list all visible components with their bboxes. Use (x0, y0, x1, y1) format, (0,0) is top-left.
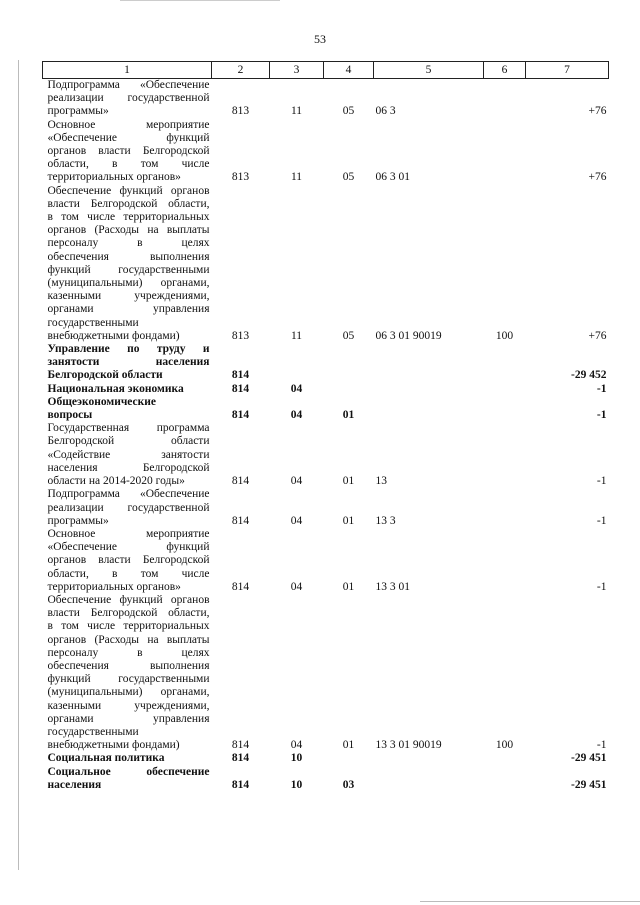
expense-type-code (484, 422, 526, 488)
expense-type-code (484, 343, 526, 383)
subsection-code: 03 (342, 778, 355, 791)
row-name-line: Подпрограмма «Обеспечение (47, 79, 210, 91)
row-name-line: Национальная экономика (47, 382, 184, 395)
column-header: 7 (526, 62, 609, 79)
row-name-line: функций государственными (47, 673, 210, 686)
target-code: 06 3 (375, 105, 396, 118)
section-code: 10 (290, 778, 303, 791)
table-row (43, 752, 609, 765)
section-code (270, 343, 324, 383)
row-name-line: органов (Расходы на выплаты (47, 633, 210, 646)
amount: +76 (588, 171, 607, 184)
admin-code: 814 (231, 475, 250, 488)
row-name-line: в том числе территориальных (47, 211, 210, 224)
subsection-code (324, 343, 374, 383)
row-name (43, 594, 212, 752)
row-name (43, 528, 212, 594)
row-name-line: программы» (47, 105, 109, 118)
row-name-line: Обеспечение функций органов (47, 184, 210, 197)
amount: -1 (596, 382, 607, 395)
amount: +76 (588, 105, 607, 118)
row-name-line: органами управления (47, 303, 210, 316)
section-code: 04 (290, 739, 303, 752)
admin-code: 814 (231, 409, 250, 422)
row-name-line: Белгородской области (47, 369, 163, 382)
row-name (43, 488, 212, 528)
row-name-line: органов власти Белгородской (47, 554, 210, 567)
section-code: 04 (290, 475, 303, 488)
expense-type-code: 100 (495, 329, 514, 342)
table-row (43, 488, 609, 528)
subsection-code: 05 (342, 105, 355, 118)
row-name-line: государственными (47, 725, 139, 738)
table-row (43, 343, 609, 383)
scan-edge-left (18, 60, 19, 870)
target-code (374, 343, 484, 383)
section-code: 04 (290, 409, 303, 422)
section-code: 04 (290, 580, 303, 593)
admin-code: 814 (231, 752, 250, 765)
row-name-line: области на 2014-2020 годы» (47, 475, 185, 488)
row-name-line: Обеспечение функций органов (47, 593, 210, 606)
expense-type-code (484, 766, 526, 792)
subsection-code: 01 (342, 580, 355, 593)
subsection-code: 05 (342, 171, 355, 184)
row-name-line: программы» (47, 514, 109, 527)
table-row (43, 528, 609, 594)
amount: -29 451 (571, 752, 607, 765)
row-name-line: Подпрограмма «Обеспечение (47, 488, 210, 501)
amount: -1 (596, 514, 607, 527)
section-code: 04 (290, 382, 303, 395)
subsection-code: 01 (342, 739, 355, 752)
admin-code: 813 (231, 171, 250, 184)
column-header: 2 (212, 62, 270, 79)
admin-code: 813 (231, 329, 250, 342)
row-name-line: казенными учреждениями, (47, 290, 210, 303)
expense-type-code (484, 752, 526, 765)
amount: -1 (596, 580, 607, 593)
row-name-line: Основное мероприятие (47, 527, 210, 540)
row-name-line: Государственная программа (47, 422, 210, 435)
header-row (43, 62, 609, 79)
row-name-line: (муниципальными) органами, (47, 686, 210, 699)
section-code: 11 (290, 105, 303, 118)
scan-edge-bottom (420, 901, 640, 902)
column-header: 6 (484, 62, 526, 79)
row-name-line: внебюджетными фондами) (47, 329, 180, 342)
row-name-line: «Обеспечение функций (47, 131, 210, 144)
target-code: 13 3 01 (375, 580, 410, 593)
row-name-line: функций государственными (47, 263, 210, 276)
section-code: 04 (290, 514, 303, 527)
page-number: 53 (314, 32, 326, 46)
target-code (374, 752, 484, 765)
expense-type-code: 100 (495, 739, 514, 752)
row-name (43, 396, 212, 422)
row-name (43, 79, 212, 119)
column-header: 5 (374, 62, 484, 79)
row-name-line: «Обеспечение функций (47, 541, 210, 554)
admin-code: 814 (231, 739, 250, 752)
column-header: 3 (270, 62, 324, 79)
target-code: 06 3 01 (375, 171, 410, 184)
row-name-line: населения Белгородской (47, 461, 210, 474)
row-name-line: «Содействие занятости (47, 448, 210, 461)
scan-edge-top (120, 0, 280, 1)
row-name-line: занятости населения (47, 356, 210, 369)
table-row (43, 79, 609, 119)
amount: -29 452 (571, 369, 607, 382)
row-name-line: органов власти Белгородской (47, 145, 210, 158)
amount: +76 (588, 329, 607, 342)
budget-table (42, 61, 609, 792)
table-row (43, 766, 609, 792)
amount: -1 (596, 739, 607, 752)
admin-code: 814 (231, 369, 250, 382)
row-name (43, 383, 212, 396)
row-name (43, 119, 212, 185)
admin-code: 813 (231, 105, 250, 118)
admin-code: 814 (231, 580, 250, 593)
row-name-line: органов (Расходы на выплаты (47, 224, 210, 237)
row-name (43, 343, 212, 383)
row-name-line: обеспечения выполнения (47, 659, 210, 672)
row-name-line: персоналу в целях (47, 237, 210, 250)
target-code: 13 3 01 90019 (375, 739, 442, 752)
row-name-line: власти Белгородской области, (47, 197, 210, 210)
row-name-line: Основное мероприятие (47, 118, 210, 131)
table-row (43, 396, 609, 422)
table-row (43, 119, 609, 185)
subsection-code (324, 383, 374, 396)
admin-code: 814 (231, 382, 250, 395)
row-name-line: территориальных органов» (47, 580, 181, 593)
table-body (43, 79, 609, 792)
expense-type-code (484, 119, 526, 185)
row-name-line: территориальных органов» (47, 171, 181, 184)
row-name (43, 752, 212, 765)
row-name-line: области, в том числе (47, 158, 210, 171)
row-name-line: в том числе территориальных (47, 620, 210, 633)
row-name-line: казенными учреждениями, (47, 699, 210, 712)
row-name-line: государственными (47, 316, 139, 329)
row-name-line: населения (47, 778, 102, 791)
row-name-line: органами управления (47, 712, 210, 725)
target-code: 13 3 (375, 514, 396, 527)
row-name-line: вопросы (47, 409, 93, 422)
row-name (43, 422, 212, 488)
section-code: 11 (290, 171, 303, 184)
amount: -1 (596, 475, 607, 488)
amount: -1 (596, 409, 607, 422)
expense-type-code (484, 488, 526, 528)
table-row (43, 594, 609, 752)
row-name-line: (муниципальными) органами, (47, 277, 210, 290)
row-name-line: Общеэкономические (47, 395, 157, 408)
expense-type-code (484, 528, 526, 594)
subsection-code: 05 (342, 329, 355, 342)
subsection-code (324, 752, 374, 765)
row-name-line: внебюджетными фондами) (47, 739, 180, 752)
row-name-line: персоналу в целях (47, 646, 210, 659)
row-name-line: реализации государственной (47, 501, 210, 514)
admin-code: 814 (231, 778, 250, 791)
table-row (43, 383, 609, 396)
subsection-code: 01 (342, 409, 355, 422)
target-code: 06 3 01 90019 (375, 329, 442, 342)
row-name-line: Социальная политика (47, 752, 165, 765)
subsection-code: 01 (342, 475, 355, 488)
row-name-line: обеспечения выполнения (47, 250, 210, 263)
row-name-line: области, в том числе (47, 567, 210, 580)
column-header: 4 (324, 62, 374, 79)
table-row (43, 185, 609, 343)
section-code: 10 (290, 752, 303, 765)
table-row (43, 422, 609, 488)
target-code (374, 396, 484, 422)
target-code: 13 (375, 475, 387, 488)
target-code (374, 766, 484, 792)
row-name (43, 766, 212, 792)
subsection-code: 01 (342, 514, 355, 527)
row-name (43, 185, 212, 343)
expense-type-code (484, 79, 526, 119)
expense-type-code (484, 396, 526, 422)
target-code (374, 383, 484, 396)
amount: -29 451 (571, 778, 607, 791)
row-name-line: Социальное обеспечение (47, 765, 210, 778)
expense-type-code (484, 383, 526, 396)
row-name-line: власти Белгородской области, (47, 607, 210, 620)
row-name-line: Управление по труду и (47, 343, 210, 356)
column-header: 1 (43, 62, 212, 79)
row-name-line: реализации государственной (47, 92, 210, 105)
row-name-line: Белгородской области (47, 435, 210, 448)
section-code: 11 (290, 329, 303, 342)
admin-code: 814 (231, 514, 250, 527)
